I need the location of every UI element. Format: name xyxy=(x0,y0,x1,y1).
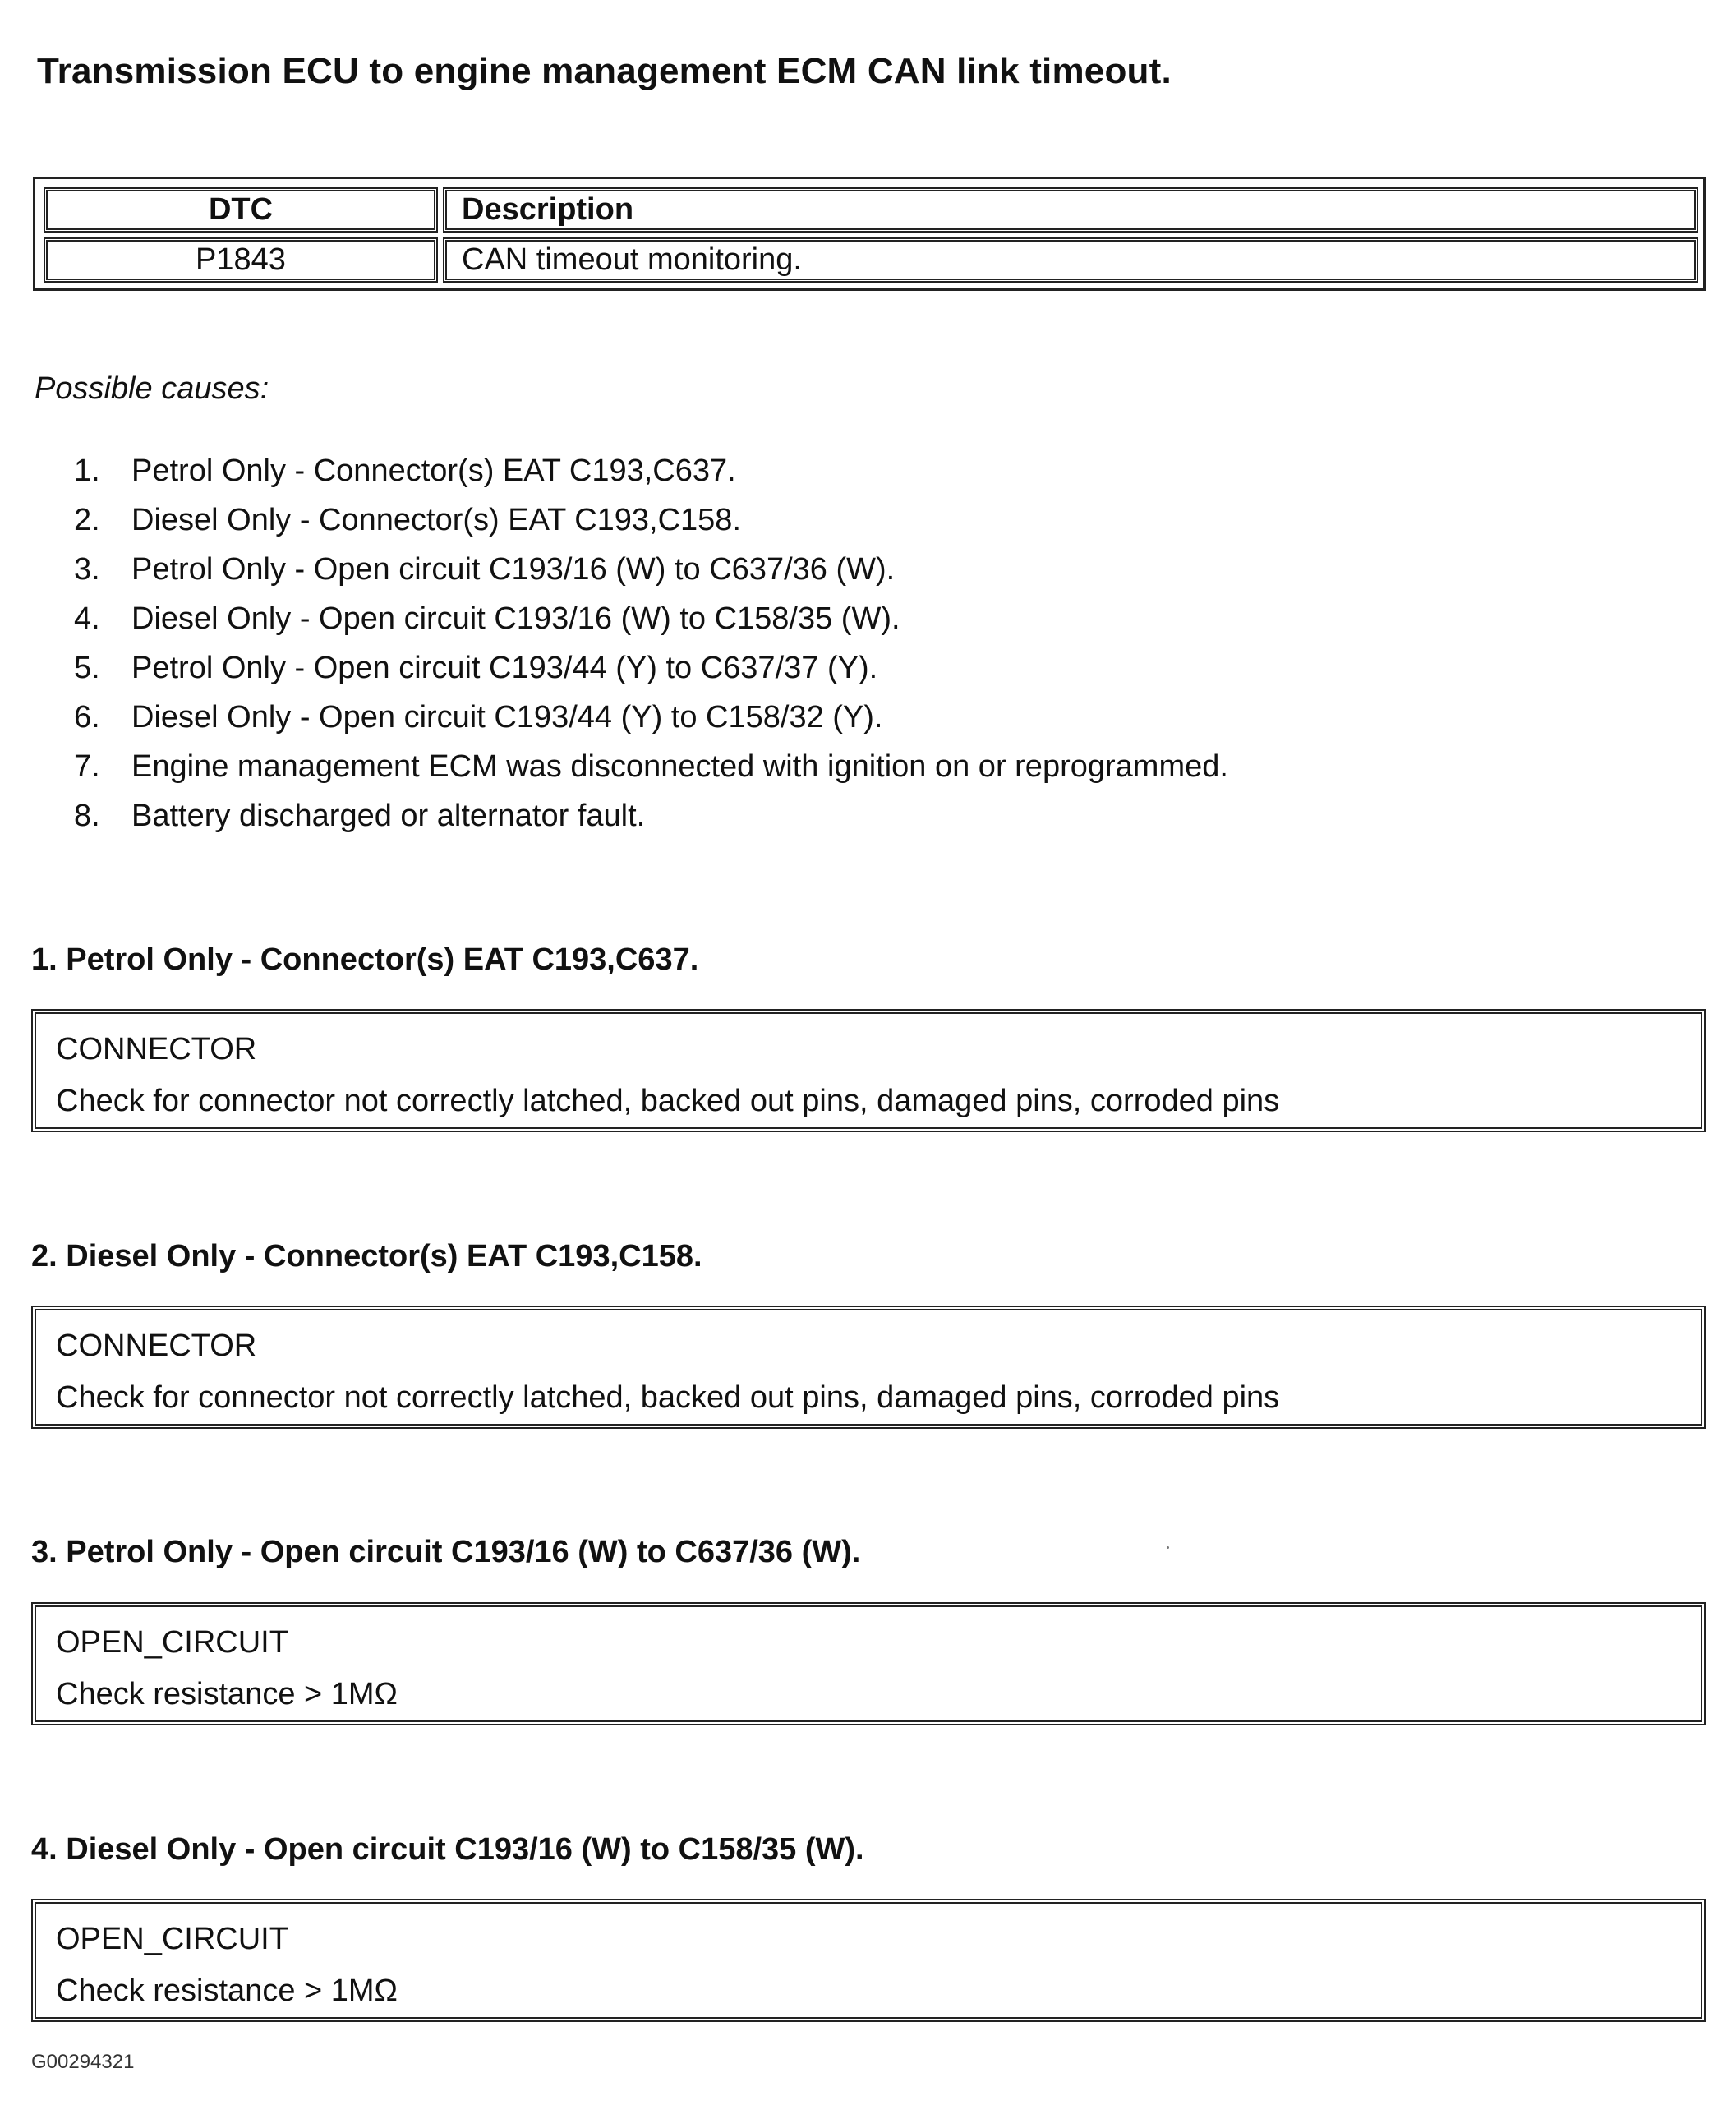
list-item: 2. Diesel Only - Connector(s) EAT C193,C158. xyxy=(74,503,742,537)
list-item: 6. Diesel Only - Open circuit C193/44 (Y) to C158/32 (Y). xyxy=(74,700,883,735)
check-box-text: Check resistance > 1MΩ xyxy=(56,1974,398,2008)
check-box-heading: CONNECTOR xyxy=(56,1329,257,1363)
page-title: Transmission ECU to engine management ECM CAN link timeout. xyxy=(37,51,1172,91)
list-item: 3. Petrol Only - Open circuit C193/16 (W) to C637/36 (W). xyxy=(74,552,896,587)
dtc-cell-description: CAN timeout monitoring. xyxy=(443,237,1698,283)
list-item: 5. Petrol Only - Open circuit C193/44 (Y) to C637/37 (Y). xyxy=(74,651,878,685)
dtc-cell-code: P1843 xyxy=(44,237,438,283)
section-title: 2. Diesel Only - Connector(s) EAT C193,C158. xyxy=(31,1239,702,1274)
dtc-header-code: DTC xyxy=(44,187,438,233)
check-box xyxy=(31,1306,1706,1429)
check-box-text: Check for connector not correctly latched, backed out pins, damaged pins, corroded pins xyxy=(56,1084,1280,1118)
check-box xyxy=(31,1602,1706,1725)
scan-speck xyxy=(1167,1546,1169,1549)
dtc-table xyxy=(33,177,1706,291)
figure-id: G00294321 xyxy=(31,2051,135,2073)
dtc-header-description: Description xyxy=(443,187,1698,233)
check-box xyxy=(31,1899,1706,2022)
check-box-text: Check resistance > 1MΩ xyxy=(56,1677,398,1711)
check-box-heading: OPEN_CIRCUIT xyxy=(56,1922,288,1956)
check-box-heading: OPEN_CIRCUIT xyxy=(56,1625,288,1660)
list-item: 1. Petrol Only - Connector(s) EAT C193,C637. xyxy=(74,454,736,488)
list-item: 7. Engine management ECM was disconnected with ignition on or reprogrammed. xyxy=(74,749,1228,784)
section-title: 4. Diesel Only - Open circuit C193/16 (W) to C158/35 (W). xyxy=(31,1832,864,1867)
check-box-heading: CONNECTOR xyxy=(56,1032,257,1066)
list-item: 4. Diesel Only - Open circuit C193/16 (W) to C158/35 (W). xyxy=(74,601,900,636)
possible-causes-heading: Possible causes: xyxy=(35,371,269,406)
list-item: 8. Battery discharged or alternator fault. xyxy=(74,799,646,833)
check-box-text: Check for connector not correctly latched, backed out pins, damaged pins, corroded pins xyxy=(56,1380,1280,1415)
section-title: 3. Petrol Only - Open circuit C193/16 (W) to C637/36 (W). xyxy=(31,1535,861,1569)
section-title: 1. Petrol Only - Connector(s) EAT C193,C637. xyxy=(31,942,699,977)
check-box xyxy=(31,1009,1706,1132)
